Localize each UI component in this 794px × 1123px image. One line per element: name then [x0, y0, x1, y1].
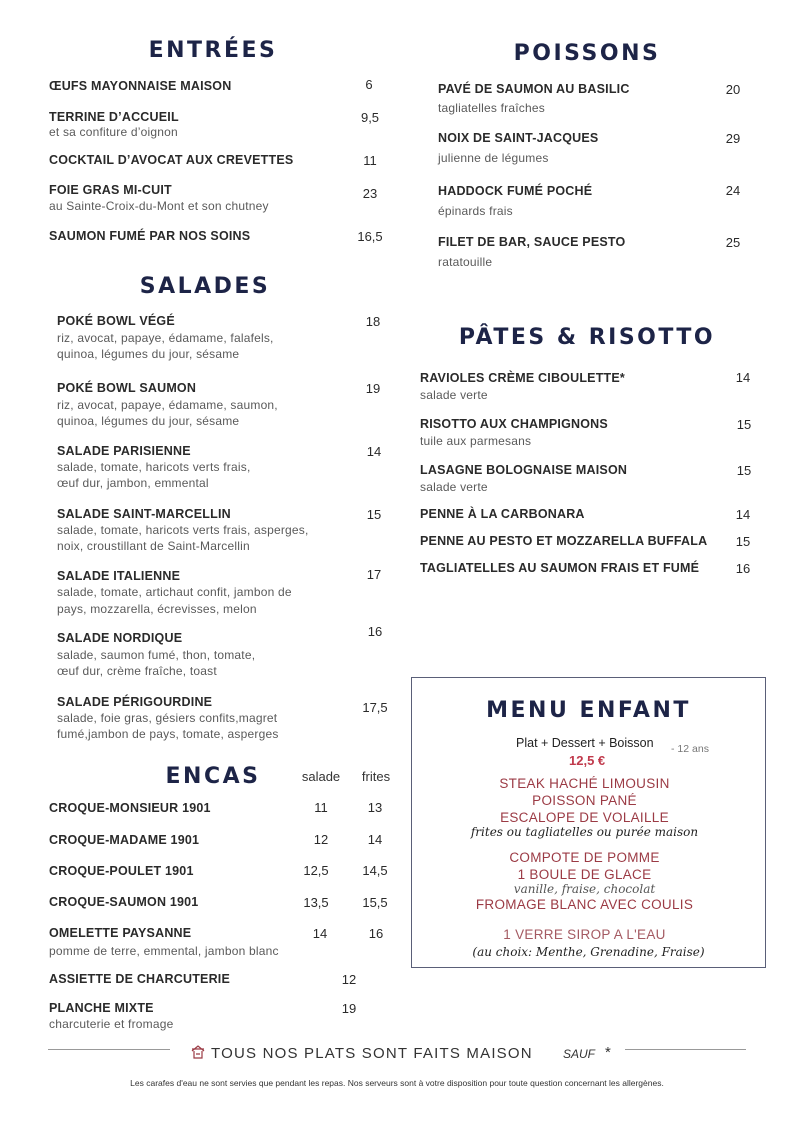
house-icon: [190, 1044, 206, 1065]
item-price: 6: [365, 77, 373, 92]
price-salade: 12,5: [303, 863, 329, 878]
item-desc: tuile aux parmesans: [420, 434, 532, 448]
column-header-salade: salade: [301, 769, 341, 784]
item-desc: charcuterie et fromage: [49, 1017, 174, 1031]
item-desc: salade, tomate, haricots verts frais,: [57, 460, 251, 474]
item-desc: œuf dur, jambon, emmental: [57, 476, 209, 490]
footer-note: Les carafes d'eau ne sont servies que pendant les repas. Nos serveurs sont à votre disposition pour toute question concernant les allergènes.: [130, 1078, 664, 1088]
item-desc: salade, tomate, haricots verts frais, asperges,: [57, 523, 309, 537]
kids-dessert: FROMAGE BLANC AVEC COULIS: [475, 897, 694, 912]
item-name: SALADE NORDIQUE: [57, 631, 183, 645]
entrees-title: ENTRÉES: [148, 38, 278, 63]
item-name: FILET DE BAR, SAUCE PESTO: [438, 235, 626, 249]
item-desc: julienne de légumes: [438, 151, 549, 165]
kids-plat: STEAK HACHÉ LIMOUSIN: [499, 776, 670, 791]
item-price: 16,5: [357, 229, 383, 244]
item-desc: noix, croustillant de Saint-Marcellin: [57, 539, 250, 553]
item-name: PLANCHE MIXTE: [49, 1001, 154, 1015]
item-price: 9,5: [360, 110, 380, 125]
item-desc: salade, foie gras, gésiers confits,magret: [57, 711, 278, 725]
item-name: SALADE SAINT-MARCELLIN: [57, 507, 231, 521]
item-desc: quinoa, légumes du jour, sésame: [57, 414, 240, 428]
item-price: 16: [735, 561, 751, 576]
menu-enfant-price: 12,5 €: [569, 753, 606, 768]
faits-maison-text: TOUS NOS PLATS SONT FAITS MAISON: [211, 1045, 533, 1062]
item-price: 29: [725, 131, 741, 146]
item-name: LASAGNE BOLOGNAISE MAISON: [420, 463, 628, 477]
item-desc: salade verte: [420, 388, 488, 402]
pates-title: PÂTES & RISOTTO: [458, 325, 716, 350]
kids-plat: POISSON PANÉ: [532, 793, 637, 808]
price-salade: 12: [313, 832, 329, 847]
item-name: RAVIOLES CRÈME CIBOULETTE*: [420, 371, 625, 385]
price-frites: 14,5: [362, 863, 388, 878]
item-price: 15: [736, 463, 752, 478]
kids-parfums: vanille, fraise, chocolat: [513, 882, 656, 896]
price-frites: 16: [368, 926, 384, 941]
poissons-title: POISSONS: [513, 41, 661, 66]
kids-plat: ESCALOPE DE VOLAILLE: [500, 810, 669, 825]
item-price: 20: [725, 82, 741, 97]
kids-dessert: 1 BOULE DE GLACE: [517, 867, 652, 882]
item-name: HADDOCK FUMÉ POCHÉ: [438, 184, 593, 198]
item-price: 16: [367, 624, 383, 639]
item-price: 14: [735, 370, 751, 385]
item-name: CROQUE-MONSIEUR 1901: [49, 801, 211, 815]
item-price: 15: [736, 417, 752, 432]
item-price: 12: [341, 972, 357, 987]
item-price: 19: [365, 381, 381, 396]
item-price: 17: [366, 567, 382, 582]
item-price: 17,5: [362, 700, 388, 715]
menu-enfant-formula: Plat + Dessert + Boisson: [516, 736, 654, 750]
item-name: NOIX DE SAINT-JACQUES: [438, 131, 599, 145]
item-name: POKÉ BOWL VÉGÉ: [57, 314, 175, 328]
price-frites: 13: [367, 800, 383, 815]
item-desc: pomme de terre, emmental, jambon blanc: [49, 944, 279, 958]
item-desc: riz, avocat, papaye, édamame, saumon,: [57, 398, 278, 412]
item-desc: riz, avocat, papaye, édamame, falafels,: [57, 331, 274, 345]
item-name: TAGLIATELLES AU SAUMON FRAIS ET FUMÉ: [420, 561, 700, 575]
item-name: SAUMON FUMÉ PAR NOS SOINS: [49, 229, 251, 243]
item-name: POKÉ BOWL SAUMON: [57, 381, 197, 395]
item-price: 15: [735, 534, 751, 549]
item-name: SALADE ITALIENNE: [57, 569, 181, 583]
item-name: PENNE AU PESTO ET MOZZARELLA BUFFALA: [420, 534, 708, 548]
item-name: ASSIETTE DE CHARCUTERIE: [49, 972, 231, 986]
item-desc: œuf dur, crème fraîche, toast: [57, 664, 217, 678]
item-desc: salade, tomate, artichaut confit, jambon de: [57, 585, 292, 599]
kids-boisson-choix: (au choix: Menthe, Grenadine, Fraise): [472, 945, 705, 959]
item-desc: tagliatelles fraîches: [438, 101, 545, 115]
sauf-text: SAUF: [563, 1047, 596, 1061]
item-name: RISOTTO AUX CHAMPIGNONS: [420, 417, 608, 431]
item-price: 15: [366, 507, 382, 522]
item-name: CROQUE-POULET 1901: [49, 864, 194, 878]
item-desc: pays, mozzarella, écrevisses, melon: [57, 602, 257, 616]
menu-enfant-title: MENU ENFANT: [486, 698, 691, 723]
item-price: 11: [363, 153, 377, 168]
price-salade: 14: [312, 926, 328, 941]
item-desc: quinoa, légumes du jour, sésame: [57, 347, 240, 361]
item-name: CROQUE-MADAME 1901: [49, 833, 200, 847]
kids-boisson: 1 VERRE SIROP A L'EAU: [503, 927, 666, 942]
item-price: 14: [735, 507, 751, 522]
item-price: 24: [725, 183, 741, 198]
price-frites: 14: [367, 832, 383, 847]
price-salade: 13,5: [303, 895, 329, 910]
salades-title: SALADES: [139, 274, 271, 299]
item-name: COCKTAIL D’AVOCAT AUX CREVETTES: [49, 153, 294, 167]
item-name: PENNE À LA CARBONARA: [420, 507, 585, 521]
column-header-frites: frites: [361, 769, 391, 784]
item-name: OMELETTE PAYSANNE: [49, 926, 192, 940]
item-name: PAVÉ DE SAUMON AU BASILIC: [438, 82, 630, 96]
divider-left: [48, 1049, 170, 1050]
item-desc: et sa confiture d’oignon: [49, 125, 178, 139]
item-name: TERRINE D’ACCUEIL: [49, 110, 179, 124]
kids-accompagnement: frites ou tagliatelles ou purée maison: [470, 825, 699, 839]
price-frites: 15,5: [362, 895, 388, 910]
asterisk: *: [605, 1044, 611, 1061]
item-name: FOIE GRAS MI-CUIT: [49, 183, 172, 197]
item-desc: épinards frais: [438, 204, 513, 218]
item-name: SALADE PARISIENNE: [57, 444, 191, 458]
item-name: SALADE PÉRIGOURDINE: [57, 695, 213, 709]
item-desc: au Sainte-Croix-du-Mont et son chutney: [49, 199, 269, 213]
item-desc: ratatouille: [438, 255, 493, 269]
item-price: 25: [725, 235, 741, 250]
encas-title: ENCAS: [165, 764, 261, 789]
price-salade: 11: [314, 800, 328, 815]
divider-right: [625, 1049, 746, 1050]
menu-enfant-box: [411, 677, 766, 968]
item-desc: salade verte: [420, 480, 488, 494]
item-price: 14: [366, 444, 382, 459]
kids-dessert: COMPOTE DE POMME: [509, 850, 660, 865]
menu-enfant-age: - 12 ans: [671, 743, 709, 755]
item-desc: fumé,jambon de pays, tomate, asperges: [57, 727, 279, 741]
item-desc: salade, saumon fumé, thon, tomate,: [57, 648, 256, 662]
item-name: CROQUE-SAUMON 1901: [49, 895, 199, 909]
item-price: 23: [362, 186, 378, 201]
item-price: 19: [341, 1001, 357, 1016]
item-price: 18: [365, 314, 381, 329]
item-name: ŒUFS MAYONNAISE MAISON: [49, 79, 232, 93]
